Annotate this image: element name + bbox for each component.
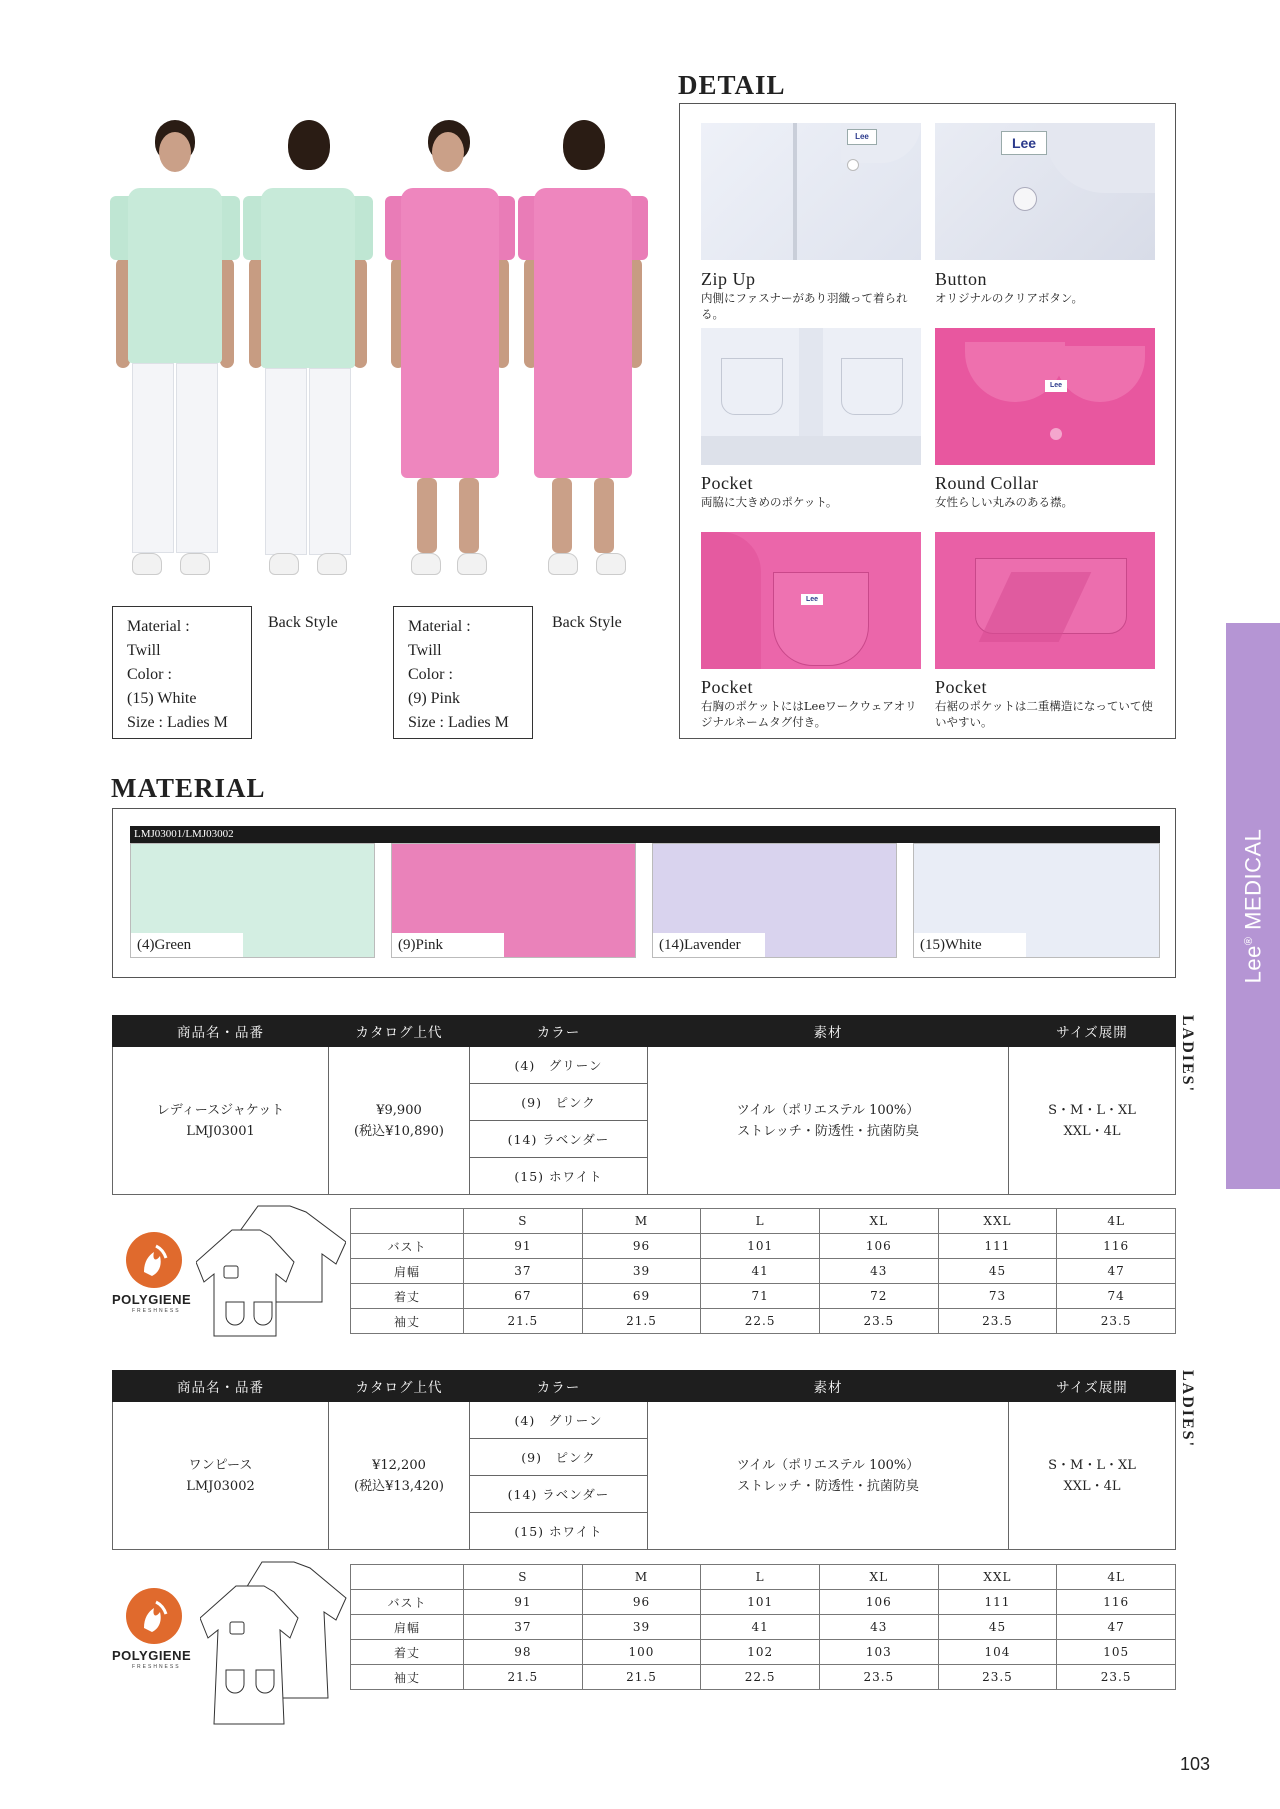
col-header-sizes: サイズ展開: [1009, 1016, 1176, 1047]
product-code: LMJ03001: [186, 1123, 255, 1139]
detail-title: DETAIL: [678, 70, 786, 100]
material-line: ストレッチ・防透性・抗菌防臭: [737, 1478, 919, 1494]
size-value: 22.5: [701, 1309, 820, 1334]
size-value: 43: [819, 1259, 938, 1284]
col-header-material: 素材: [648, 1016, 1009, 1047]
product-code: LMJ03002: [186, 1478, 255, 1494]
size-value: 37: [464, 1615, 583, 1640]
info-line: Material :: [408, 618, 471, 635]
jacket-back-style-label: Back Style: [268, 614, 338, 631]
product-name: ワンピース: [188, 1457, 253, 1473]
color-option: (14) ラベンダー: [470, 1121, 648, 1158]
ladies-label: LADIES': [1179, 1015, 1196, 1094]
detail-image-round-collar: [935, 328, 1155, 465]
model-dress-back: [518, 118, 648, 588]
size-header: XXL: [938, 1209, 1057, 1234]
size-value: 69: [582, 1284, 701, 1309]
product-material-cell: [648, 1402, 1009, 1550]
detail-title-pocket-3: Pocket: [935, 677, 987, 697]
detail-desc-pocket-2: 右胸のポケットにはLeeワークウェアオリジナルネームタグ付き。: [701, 699, 917, 729]
product-price-tax: (税込¥10,890): [354, 1123, 444, 1139]
size-header: M: [582, 1209, 701, 1234]
info-line: Color :: [408, 666, 453, 683]
size-row-label: 着丈: [351, 1640, 464, 1665]
swatch-label: (15)White: [914, 933, 1026, 957]
polygiene-logo-sub: FRESHNESS: [132, 1308, 181, 1314]
size-value: 39: [582, 1615, 701, 1640]
detail-image-zip-up: [701, 123, 921, 260]
info-line: Twill: [408, 642, 442, 659]
swatch-lavender: [652, 843, 897, 958]
size-value: 72: [819, 1284, 938, 1309]
product-sizes-cell: [1009, 1047, 1176, 1195]
polygiene-logo-text: POLYGIENE: [112, 1648, 192, 1663]
size-value: 111: [938, 1590, 1057, 1615]
page-number: 103: [1180, 1754, 1211, 1774]
material-title: MATERIAL: [111, 773, 266, 803]
size-row-bust: [351, 1234, 1176, 1259]
size-row-shoulder: [351, 1615, 1176, 1640]
size-value: 23.5: [938, 1665, 1057, 1690]
size-row-bust: [351, 1590, 1176, 1615]
info-line: (15) White: [127, 690, 197, 707]
detail-image-button: [935, 123, 1155, 260]
size-value: 101: [701, 1234, 820, 1259]
size-value: 47: [1057, 1259, 1176, 1284]
size-value: 96: [582, 1590, 701, 1615]
color-option: (15) ホワイト: [470, 1513, 648, 1550]
size-header: XXL: [938, 1565, 1057, 1590]
material-line: ツイル（ポリエステル 100%）: [736, 1457, 920, 1473]
swatch-label: (14)Lavender: [653, 933, 765, 957]
info-line: Size : Ladies M: [127, 714, 228, 731]
size-header: M: [582, 1565, 701, 1590]
model-dress-front: [385, 118, 515, 588]
size-header: 4L: [1057, 1565, 1176, 1590]
detail-title-pocket-2: Pocket: [701, 677, 753, 697]
size-value: 100: [582, 1640, 701, 1665]
color-option: (9) ピンク: [470, 1439, 648, 1476]
swatch-label: (4)Green: [131, 933, 243, 957]
product-name-cell: [113, 1047, 329, 1195]
col-header-price: カタログ上代: [329, 1016, 470, 1047]
size-row-sleeve: [351, 1665, 1176, 1690]
detail-desc-button: オリジナルのクリアボタン。: [935, 291, 1084, 305]
size-row-label: 袖丈: [351, 1309, 464, 1334]
size-value: 41: [701, 1615, 820, 1640]
info-line: Color :: [127, 666, 172, 683]
product-table-dress: [112, 1370, 1176, 1550]
size-value: 105: [1057, 1640, 1176, 1665]
size-value: 67: [464, 1284, 583, 1309]
size-header: 4L: [1057, 1209, 1176, 1234]
product-material-cell: [648, 1047, 1009, 1195]
size-value: 23.5: [1057, 1665, 1176, 1690]
col-header-color: カラー: [470, 1371, 648, 1402]
color-option: (4) グリーン: [470, 1047, 648, 1084]
size-table-jacket: [350, 1208, 1176, 1334]
size-value: 111: [938, 1234, 1057, 1259]
detail-desc-round-collar: 女性らしい丸みのある襟。: [935, 495, 1073, 509]
material-line: ツイル（ポリエステル 100%）: [736, 1102, 920, 1118]
size-value: 39: [582, 1259, 701, 1284]
model-jacket-back: [243, 118, 373, 588]
swatch-green: [130, 843, 375, 958]
size-row-length: [351, 1640, 1176, 1665]
size-value: 96: [582, 1234, 701, 1259]
product-price-tax: (税込¥13,420): [354, 1478, 444, 1494]
info-line: Material :: [127, 618, 190, 635]
size-value: 21.5: [464, 1309, 583, 1334]
lee-tag: Lee: [801, 594, 823, 605]
size-row-shoulder: [351, 1259, 1176, 1284]
size-value: 23.5: [938, 1309, 1057, 1334]
dress-flat-drawing: [200, 1558, 350, 1726]
size-value: 116: [1057, 1234, 1176, 1259]
polygiene-logo-text: POLYGIENE: [112, 1292, 192, 1307]
col-header-price: カタログ上代: [329, 1371, 470, 1402]
info-line: Twill: [127, 642, 161, 659]
product-price: ¥9,900: [376, 1102, 422, 1118]
size-value: 102: [701, 1640, 820, 1665]
size-header: XL: [819, 1209, 938, 1234]
size-value: 45: [938, 1615, 1057, 1640]
col-header-color: カラー: [470, 1016, 648, 1047]
size-value: 116: [1057, 1590, 1176, 1615]
color-option: (9) ピンク: [470, 1084, 648, 1121]
swatch-pink: [391, 843, 636, 958]
size-value: 41: [701, 1259, 820, 1284]
size-value: 43: [819, 1615, 938, 1640]
size-value: 45: [938, 1259, 1057, 1284]
size-header: S: [464, 1209, 583, 1234]
product-price-cell: [329, 1047, 470, 1195]
detail-title-button: Button: [935, 269, 988, 289]
polygiene-logo-icon: [126, 1232, 182, 1288]
detail-image-chest-pocket: [701, 532, 921, 669]
sizes-line: S・M・L・XL: [1048, 1102, 1136, 1118]
size-row-label: 肩幅: [351, 1615, 464, 1640]
polygiene-logo-sub: FRESHNESS: [132, 1664, 181, 1670]
size-header: L: [701, 1209, 820, 1234]
size-value: 23.5: [819, 1309, 938, 1334]
ladies-label: LADIES': [1179, 1370, 1196, 1449]
size-value: 21.5: [582, 1309, 701, 1334]
product-name: レディースジャケット: [156, 1102, 285, 1118]
product-sizes-cell: [1009, 1402, 1176, 1550]
size-value: 23.5: [1057, 1309, 1176, 1334]
size-value: 98: [464, 1640, 583, 1665]
col-header-sizes: サイズ展開: [1009, 1371, 1176, 1402]
jacket-info-box: [112, 606, 252, 739]
product-table-jacket: [112, 1015, 1176, 1195]
size-row-length: [351, 1284, 1176, 1309]
size-value: 91: [464, 1590, 583, 1615]
size-value: 22.5: [701, 1665, 820, 1690]
jacket-flat-drawing: [196, 1202, 346, 1337]
info-line: (9) Pink: [408, 690, 460, 707]
model-jacket-front: [110, 118, 240, 588]
size-value: 23.5: [819, 1665, 938, 1690]
material-line: ストレッチ・防透性・抗菌防臭: [737, 1123, 919, 1139]
size-row-label: 着丈: [351, 1284, 464, 1309]
product-price: ¥12,200: [372, 1457, 426, 1473]
sizes-line: XXL・4L: [1063, 1123, 1121, 1139]
size-header: S: [464, 1565, 583, 1590]
size-value: 106: [819, 1590, 938, 1615]
size-value: 71: [701, 1284, 820, 1309]
size-table-dress: [350, 1564, 1176, 1690]
size-row-label: バスト: [351, 1590, 464, 1615]
lee-tag: Lee: [847, 129, 877, 145]
detail-title-pocket-1: Pocket: [701, 473, 753, 493]
size-row-sleeve: [351, 1309, 1176, 1334]
material-code-header: LMJ03001/LMJ03002: [130, 826, 1160, 843]
col-header-name: 商品名・品番: [113, 1371, 329, 1402]
detail-image-pocket-white: [701, 328, 921, 465]
size-row-label: 袖丈: [351, 1665, 464, 1690]
product-name-cell: [113, 1402, 329, 1550]
color-option: (15) ホワイト: [470, 1158, 648, 1195]
size-header: XL: [819, 1565, 938, 1590]
size-value: 21.5: [464, 1665, 583, 1690]
color-option: (14) ラベンダー: [470, 1476, 648, 1513]
detail-desc-pocket-1: 両脇に大きめのポケット。: [701, 495, 838, 509]
size-value: 47: [1057, 1615, 1176, 1640]
swatch-white: [913, 843, 1160, 958]
dress-info-box: [393, 606, 533, 739]
product-price-cell: [329, 1402, 470, 1550]
size-header: L: [701, 1565, 820, 1590]
col-header-name: 商品名・品番: [113, 1016, 329, 1047]
size-value: 37: [464, 1259, 583, 1284]
sizes-line: XXL・4L: [1063, 1478, 1121, 1494]
lee-tag: Lee: [1001, 131, 1047, 155]
size-value: 74: [1057, 1284, 1176, 1309]
col-header-material: 素材: [648, 1371, 1009, 1402]
size-value: 21.5: [582, 1665, 701, 1690]
size-value: 91: [464, 1234, 583, 1259]
polygiene-logo-icon: [126, 1588, 182, 1644]
sizes-line: S・M・L・XL: [1048, 1457, 1136, 1473]
size-value: 104: [938, 1640, 1057, 1665]
detail-desc-zip-up: 内側にファスナーがあり羽織って着られる。: [701, 291, 908, 321]
size-row-label: バスト: [351, 1234, 464, 1259]
detail-desc-pocket-3: 右裾のポケットは二重構造になっていて使いやすい。: [935, 699, 1153, 729]
size-value: 106: [819, 1234, 938, 1259]
info-line: Size : Ladies M: [408, 714, 509, 731]
side-tab-label: Lee® MEDICAL: [1240, 828, 1265, 984]
size-value: 73: [938, 1284, 1057, 1309]
swatch-label: (9)Pink: [392, 933, 504, 957]
color-option: (4) グリーン: [470, 1402, 648, 1439]
dress-back-style-label: Back Style: [552, 614, 622, 631]
detail-title-round-collar: Round Collar: [935, 473, 1039, 493]
size-value: 101: [701, 1590, 820, 1615]
lee-tag: Lee: [1045, 380, 1067, 392]
size-row-label: 肩幅: [351, 1259, 464, 1284]
detail-title-zip-up: Zip Up: [701, 269, 756, 289]
detail-image-hem-pocket: [935, 532, 1155, 669]
size-value: 103: [819, 1640, 938, 1665]
